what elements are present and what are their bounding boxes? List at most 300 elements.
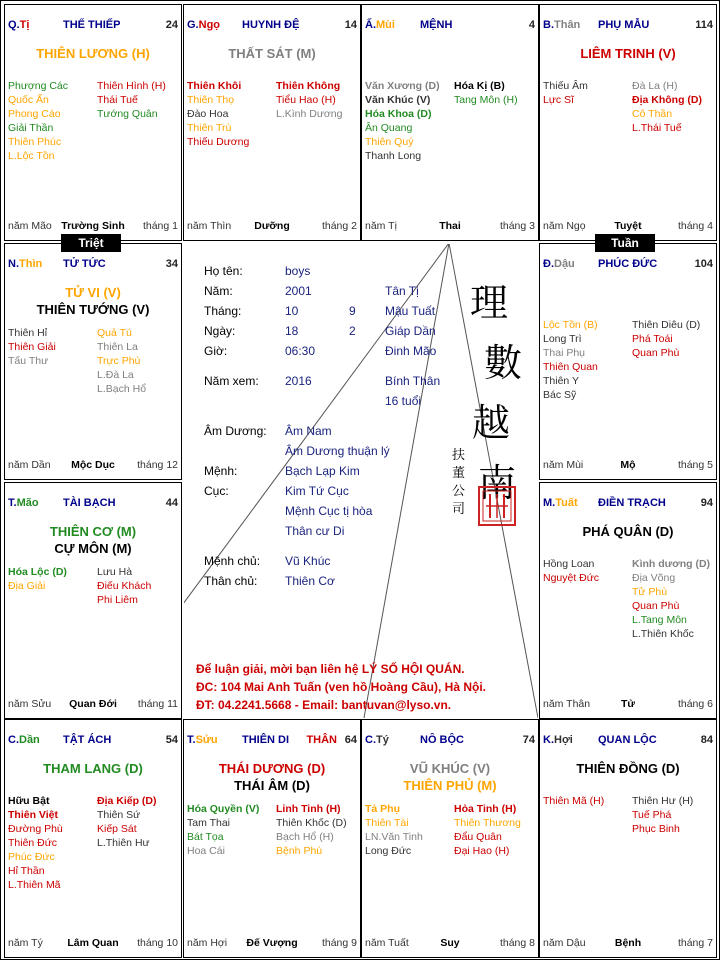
nam-xem-value: 2016: [285, 374, 312, 388]
palace-can-chi: [543, 734, 573, 746]
minor-star: Thiên Việt: [8, 809, 58, 821]
palace-year: năm Ngọ: [543, 220, 586, 232]
palace-life-stage: Suy: [440, 937, 460, 949]
palace-header: [8, 258, 178, 272]
palace-dai-han-number: 94: [700, 497, 713, 509]
gio-label: Giờ:: [204, 344, 228, 358]
palace-month: tháng 6: [677, 698, 713, 710]
thang-can-chi: Mậu Tuất: [385, 304, 436, 318]
palace-cung-name: PHÚC ĐỨC: [598, 258, 658, 270]
palace-dai-han-number: 44: [165, 497, 178, 509]
calligraphy-small-4: 司: [452, 502, 466, 517]
menh-value: Bạch Lạp Kim: [285, 464, 360, 478]
minor-star: Hóa Khoa (D): [365, 108, 432, 120]
palace-footer: [543, 220, 713, 233]
minor-stars-left: [8, 565, 67, 593]
minor-star: Thiên Giải: [8, 341, 56, 353]
minor-star: Nguyệt Đức: [543, 572, 600, 584]
minor-stars-right: [97, 326, 146, 396]
calligraphy-char-1: 理: [470, 281, 509, 325]
main-stars: [540, 523, 716, 540]
contact-line-2: ĐC: 104 Mai Anh Tuấn (ven hồ Hoàng Cầu), Hà Nội.: [196, 680, 487, 694]
minor-star: Hỉ Thần: [8, 865, 45, 877]
minor-stars-left: [8, 79, 68, 163]
palace-footer: [365, 937, 535, 950]
am-duong-label: Âm Dương:: [204, 424, 267, 438]
ho-ten-label: Họ tên:: [204, 264, 243, 278]
ho-ten-value: boys: [285, 264, 311, 278]
palace-dai-han-number: 64: [344, 734, 357, 746]
minor-star: Quả Tú: [97, 327, 132, 339]
minor-star: L.Thiên Hư: [97, 837, 150, 849]
minor-star: Bát Tọa: [187, 831, 224, 843]
palace-dai-han-number: 34: [165, 258, 178, 270]
ngay-am: 2: [349, 324, 356, 338]
palace-year: năm Mùi: [543, 459, 584, 471]
palace-dai-han-number: 54: [165, 734, 178, 746]
than-marker: THÂN: [306, 734, 337, 746]
nam-xem-can-chi: Bính Thân: [385, 374, 441, 388]
palace-year: năm Dậu: [543, 937, 586, 949]
minor-star: Đẩu Quân: [454, 831, 502, 843]
am-duong-note: Âm Dương thuận lý: [285, 444, 390, 458]
palace-chi: Mão: [16, 497, 39, 509]
palace-month: tháng 8: [499, 937, 535, 949]
palace-chi: Dần: [19, 734, 40, 746]
minor-star: Tử Phù: [632, 586, 668, 598]
main-star: TỬ VI (V): [65, 285, 121, 300]
palace-chi: Thân: [554, 19, 581, 31]
palace-ti[interactable]: [4, 4, 182, 241]
cuc-value: Kim Tứ Cục: [285, 484, 349, 498]
minor-stars-right: [632, 79, 702, 135]
palace-chi: Mùi: [376, 19, 395, 31]
palace-year: năm Tuất: [365, 937, 409, 949]
minor-star: Bác Sỹ: [543, 389, 577, 401]
minor-star: Thiên Y: [543, 375, 579, 387]
palace-suu[interactable]: [183, 719, 361, 958]
minor-star: Quốc Ấn: [8, 94, 49, 106]
nam-xem-label: Năm xem:: [204, 374, 259, 388]
nam-value: 2001: [285, 284, 312, 298]
palace-life-stage: Thai: [439, 220, 461, 232]
palace-hoi[interactable]: [539, 719, 717, 958]
minor-stars-left: [365, 79, 440, 163]
main-star: THIÊN LƯƠNG (H): [36, 46, 150, 61]
minor-stars-right: [454, 79, 518, 107]
minor-star: L.Thái Tuế: [632, 122, 682, 134]
minor-star: L.Thiên Mã: [8, 879, 61, 891]
palace-chi: Tị: [19, 19, 30, 31]
minor-star: Thiên Hỉ: [8, 327, 48, 339]
minor-star: Hóa Kị (B): [454, 80, 505, 92]
palace-cung-name: PHỤ MẪU: [598, 19, 650, 31]
palace-year: năm Thìn: [187, 220, 232, 232]
minor-star: Tiểu Hao (H): [276, 94, 336, 106]
palace-chi: Ngọ: [198, 19, 221, 31]
palace-month: tháng 10: [137, 937, 178, 949]
palace-year: năm Mão: [8, 220, 52, 232]
palace-chi: Tý: [376, 734, 389, 746]
palace-month: tháng 7: [677, 937, 713, 949]
palace-life-stage: Lâm Quan: [67, 937, 119, 949]
palace-can: Ấ.: [365, 19, 376, 31]
palace-footer: [543, 937, 713, 950]
main-star: CỰ MÔN (M): [54, 541, 132, 556]
minor-stars-left: [187, 79, 249, 149]
minor-stars-left: [543, 79, 588, 107]
calligraphy-char-4: 南: [478, 461, 517, 505]
minor-star: Văn Khúc (V): [365, 94, 431, 106]
palace-month: tháng 9: [321, 937, 357, 949]
palace-can: T.: [8, 497, 17, 509]
cuc-note-1: Mệnh Cục tị hòa: [285, 504, 373, 518]
minor-star: Tả Phụ: [365, 803, 401, 815]
minor-star: Bệnh Phù: [276, 845, 323, 857]
minor-star: Thiên Quan: [543, 361, 598, 373]
contact-line-1: Để luận giải, mời bạn liên hệ LÝ SỐ HỘI QUÁN.: [196, 662, 465, 676]
palace-footer: [543, 698, 713, 711]
minor-star: Phượng Các: [8, 80, 69, 92]
main-stars: [5, 523, 181, 557]
ngay-duong: 18: [285, 324, 299, 338]
minor-star: L.Bạch Hổ: [97, 383, 147, 395]
palace-mui[interactable]: [361, 4, 539, 241]
palace-month: tháng 5: [677, 459, 713, 471]
minor-star: Bạch Hổ (H): [276, 831, 334, 843]
palace-chi: Thìn: [19, 258, 43, 270]
main-star: LIÊM TRINH (V): [580, 46, 676, 61]
main-star: PHÁ QUÂN (D): [582, 524, 674, 539]
main-stars: [362, 760, 538, 794]
palace-cung-name: TÀI BẠCH: [63, 497, 116, 509]
minor-star: Thiên La: [97, 341, 138, 353]
minor-stars-right: [632, 557, 710, 641]
palace-can: T.: [187, 734, 196, 746]
minor-star: Kiếp Sát: [97, 823, 137, 835]
calligraphy-small-2: 董: [452, 466, 466, 481]
minor-star: Long Trì: [543, 333, 582, 345]
minor-star: Địa Kiếp (D): [97, 795, 157, 807]
minor-star: Đường Phù: [8, 823, 63, 835]
palace-month: tháng 11: [137, 698, 178, 710]
minor-star: Ân Quang: [365, 122, 413, 134]
center-info-panel: [184, 244, 538, 718]
minor-star: Phi Liêm: [97, 594, 138, 606]
thang-am: 9: [349, 304, 356, 318]
minor-stars-left: [187, 802, 259, 858]
contact-line-3: ĐT: 04.2241.5668 - Email: bantuvan@lyso.vn.: [196, 698, 452, 712]
minor-star: Thiên Khôi: [187, 80, 242, 92]
palace-can: C.: [8, 734, 19, 746]
cuc-note-2: Thân cư Di: [285, 524, 345, 538]
minor-star: Hữu Bật: [8, 795, 50, 807]
minor-star: Thiên Sứ: [97, 809, 141, 821]
palace-life-stage: Tuyệt: [614, 220, 642, 232]
palace-header: [187, 734, 357, 748]
palace-year: năm Thân: [543, 698, 591, 710]
minor-star: L.Thiên Khốc: [632, 628, 694, 640]
palace-dau[interactable]: [539, 243, 717, 480]
palace-ty[interactable]: [361, 719, 539, 958]
minor-star: Thái Tuế: [97, 94, 138, 106]
palace-chi: Sửu: [195, 734, 218, 746]
am-duong-value: Âm Nam: [285, 424, 332, 438]
palace-can-chi: [8, 734, 40, 746]
ngay-label: Ngày:: [204, 324, 236, 338]
minor-star: Quan Phù: [632, 347, 680, 359]
minor-star: L.Tang Môn: [632, 614, 687, 626]
minor-stars-left: [8, 794, 63, 892]
palace-dan[interactable]: [4, 719, 182, 958]
minor-star: Đào Hoa: [187, 108, 229, 120]
nam-can-chi: Tân Tị: [385, 284, 419, 298]
palace-can-chi: [8, 19, 29, 31]
minor-star: Thiếu Dương: [187, 136, 250, 148]
palace-dai-han-number: 74: [522, 734, 535, 746]
palace-life-stage: Mộc Dục: [71, 459, 115, 471]
palace-month: tháng 3: [499, 220, 535, 232]
minor-star: L.Kình Dương: [276, 108, 343, 120]
palace-footer: [365, 220, 535, 233]
palace-cung-name: TỬ TỨC: [63, 258, 106, 270]
main-stars: [184, 45, 360, 62]
palace-footer: [8, 937, 178, 950]
palace-footer: [187, 937, 357, 950]
main-star: THÁI DƯƠNG (D): [218, 761, 326, 776]
thang-label: Tháng:: [204, 304, 242, 318]
minor-star: Phúc Đức: [8, 851, 55, 863]
palace-cung-name: HUYNH ĐỆ: [242, 19, 300, 31]
palace-cung-name: THỂ THIẾP: [63, 19, 121, 31]
minor-star: Thiên Quý: [365, 136, 414, 148]
palace-dai-han-number: 84: [700, 734, 713, 746]
palace-footer: [8, 459, 178, 472]
tuan-tag: Tuần: [595, 234, 655, 252]
calligraphy-char-3: 越: [472, 401, 511, 445]
palace-mao[interactable]: [4, 482, 182, 719]
minor-star: L.Đà La: [97, 369, 134, 381]
palace-header: [365, 734, 535, 748]
minor-star: Thiên Khốc (D): [276, 817, 347, 829]
minor-star: Thiếu Âm: [543, 80, 588, 92]
minor-star: Thiên Mã (H): [543, 795, 605, 807]
main-stars: [540, 760, 716, 777]
minor-star: Tấu Thư: [8, 355, 49, 367]
minor-stars-left: [543, 557, 599, 585]
palace-cung-name: MỆNH: [420, 19, 453, 31]
minor-star: Hồng Loan: [543, 558, 595, 570]
palace-ngo[interactable]: [183, 4, 361, 241]
palace-can: B.: [543, 19, 554, 31]
palace-can-chi: [8, 258, 42, 270]
palace-month: tháng 4: [677, 220, 713, 232]
minor-stars-right: [276, 79, 342, 121]
minor-star: Hóa Quyền (V): [187, 803, 260, 815]
minor-star: Lộc Tồn (B): [543, 319, 598, 331]
minor-stars-left: [8, 326, 56, 368]
minor-star: Cô Thần: [632, 108, 673, 120]
palace-year: năm Dần: [8, 459, 51, 471]
palace-year: năm Tý: [8, 937, 43, 949]
minor-star: Địa Giải: [8, 580, 46, 592]
minor-star: Trực Phù: [97, 355, 141, 367]
palace-tuat[interactable]: [539, 482, 717, 719]
red-seal-stamp: [478, 486, 516, 526]
minor-star: Phá Toái: [632, 333, 673, 345]
main-star: THIÊN PHỦ (M): [403, 778, 497, 793]
palace-life-stage: Bệnh: [614, 937, 642, 949]
palace-can: K.: [543, 734, 554, 746]
minor-star: Đà La (H): [632, 80, 678, 92]
palace-can-chi: [365, 19, 395, 31]
gio-value: 06:30: [285, 344, 316, 358]
minor-stars-right: [97, 794, 157, 850]
palace-year: năm Hợi: [187, 937, 228, 949]
palace-can-chi: [187, 19, 220, 31]
minor-star: Phong Cáo: [8, 108, 61, 120]
calligraphy-small-3: 公: [452, 484, 466, 499]
palace-can: G.: [187, 19, 199, 31]
palace-year: năm Sửu: [8, 698, 52, 710]
cuc-label: Cục:: [204, 484, 229, 498]
menh-label: Mệnh:: [204, 464, 238, 478]
palace-can: Q.: [8, 19, 20, 31]
palace-life-stage: Trường Sinh: [61, 220, 125, 232]
minor-star: Thiên Tài: [365, 817, 409, 829]
minor-stars-left: [365, 802, 423, 858]
palace-header: [543, 734, 713, 748]
calligraphy-char-2: 數: [484, 341, 523, 385]
palace-can: Đ.: [543, 258, 554, 270]
minor-star: Phục Binh: [632, 823, 680, 835]
palace-can: N.: [8, 258, 19, 270]
minor-star: Hóa Lộc (D): [8, 566, 67, 578]
minor-star: LN.Văn Tinh: [365, 831, 423, 843]
palace-life-stage: Mộ: [620, 459, 636, 471]
palace-header: [8, 19, 178, 33]
main-star: THAM LANG (D): [43, 761, 143, 776]
minor-star: Thiên Hư (H): [632, 795, 694, 807]
minor-star: Lưu Hà: [97, 566, 133, 578]
minor-star: Địa Không (D): [632, 94, 702, 106]
palace-life-stage: Tử: [620, 698, 636, 710]
minor-stars-left: [543, 318, 598, 402]
palace-cung-name: NÔ BỘC: [420, 734, 464, 746]
than-chu-label: Thân chủ:: [204, 574, 258, 588]
palace-month: tháng 1: [142, 220, 178, 232]
minor-star: Đại Hao (H): [454, 845, 510, 857]
minor-stars-right: [97, 565, 151, 607]
palace-cung-name: THIÊN DI: [242, 734, 290, 746]
minor-star: Kình dương (D): [632, 558, 711, 570]
menh-chu-label: Mệnh chủ:: [204, 554, 261, 568]
palace-header: [543, 497, 713, 511]
palace-can-chi: [365, 734, 389, 746]
palace-can-chi: [543, 19, 580, 31]
gio-can-chi: Đinh Mão: [385, 344, 437, 358]
palace-life-stage: Quan Đới: [69, 698, 117, 710]
palace-dai-han-number: 114: [695, 19, 713, 31]
palace-header: [8, 497, 178, 511]
minor-star: Địa Võng: [632, 572, 676, 584]
palace-can-chi: [187, 734, 218, 746]
minor-star: Tướng Quân: [97, 108, 158, 120]
palace-chi: Hợi: [554, 734, 573, 746]
palace-can-chi: [543, 497, 578, 509]
palace-month: tháng 2: [321, 220, 357, 232]
palace-can-chi: [543, 258, 575, 270]
triet-tag: Triệt: [61, 234, 121, 252]
palace-footer: [187, 220, 357, 233]
main-star: THẤT SÁT (M): [228, 46, 316, 61]
palace-footer: [543, 459, 713, 472]
minor-star: Thiên Trù: [187, 122, 232, 134]
minor-star: Thai Phụ: [543, 347, 586, 359]
palace-can: C.: [365, 734, 376, 746]
minor-star: Thiên Diêu (D): [632, 319, 701, 331]
minor-stars-left: [543, 794, 604, 808]
main-stars: [5, 284, 181, 318]
ngay-can-chi: Giáp Dần: [385, 324, 436, 338]
menh-chu-value: Vũ Khúc: [285, 554, 331, 568]
minor-star: Tang Môn (H): [454, 94, 518, 106]
calligraphy-small-1: 扶: [452, 448, 466, 463]
palace-year: năm Tị: [365, 220, 397, 232]
main-star: THÁI ÂM (D): [234, 778, 310, 793]
main-star: VŨ KHÚC (V): [409, 761, 491, 776]
minor-star: Tam Thai: [187, 817, 230, 829]
minor-star: Hoa Cái: [187, 845, 225, 857]
minor-star: Hỏa Tinh (H): [454, 803, 517, 815]
palace-cung-name: ĐIỀN TRẠCH: [598, 497, 666, 509]
minor-star: Thiên Thọ: [187, 94, 235, 106]
palace-header: [187, 19, 357, 33]
palace-thin[interactable]: [4, 243, 182, 480]
palace-month: tháng 12: [137, 459, 178, 471]
minor-star: Thiên Hình (H): [97, 80, 166, 92]
minor-star: Văn Xương (D): [365, 80, 440, 92]
minor-star: Thiên Đức: [8, 837, 58, 849]
minor-star: Tuế Phá: [632, 809, 672, 821]
palace-footer: [8, 220, 178, 233]
minor-stars-right: [632, 794, 693, 836]
minor-stars-right: [454, 802, 521, 858]
minor-star: Điếu Khách: [97, 580, 152, 592]
minor-star: Giải Thần: [8, 122, 54, 134]
palace-chi: Tuất: [555, 497, 578, 509]
palace-dai-han-number: 104: [694, 258, 713, 270]
palace-cung-name: TẬT ÁCH: [63, 734, 112, 746]
minor-stars-right: [97, 79, 166, 121]
minor-star: Lực Sĩ: [543, 94, 574, 106]
minor-star: Thiên Không: [276, 80, 341, 92]
palace-dai-han-number: 24: [165, 19, 178, 31]
palace-header: [8, 734, 178, 748]
palace-than[interactable]: [539, 4, 717, 241]
minor-star: Thanh Long: [365, 150, 422, 162]
minor-stars-right: [632, 318, 700, 360]
palace-header: [365, 19, 535, 33]
main-stars: [184, 760, 360, 794]
main-stars: [5, 45, 181, 62]
palace-life-stage: Đế Vượng: [246, 937, 298, 949]
thang-duong: 10: [285, 304, 299, 318]
palace-dai-han-number: 4: [528, 19, 535, 31]
main-star: THIÊN TƯỚNG (V): [36, 302, 150, 317]
palace-can-chi: [8, 497, 39, 509]
palace-footer: [8, 698, 178, 711]
